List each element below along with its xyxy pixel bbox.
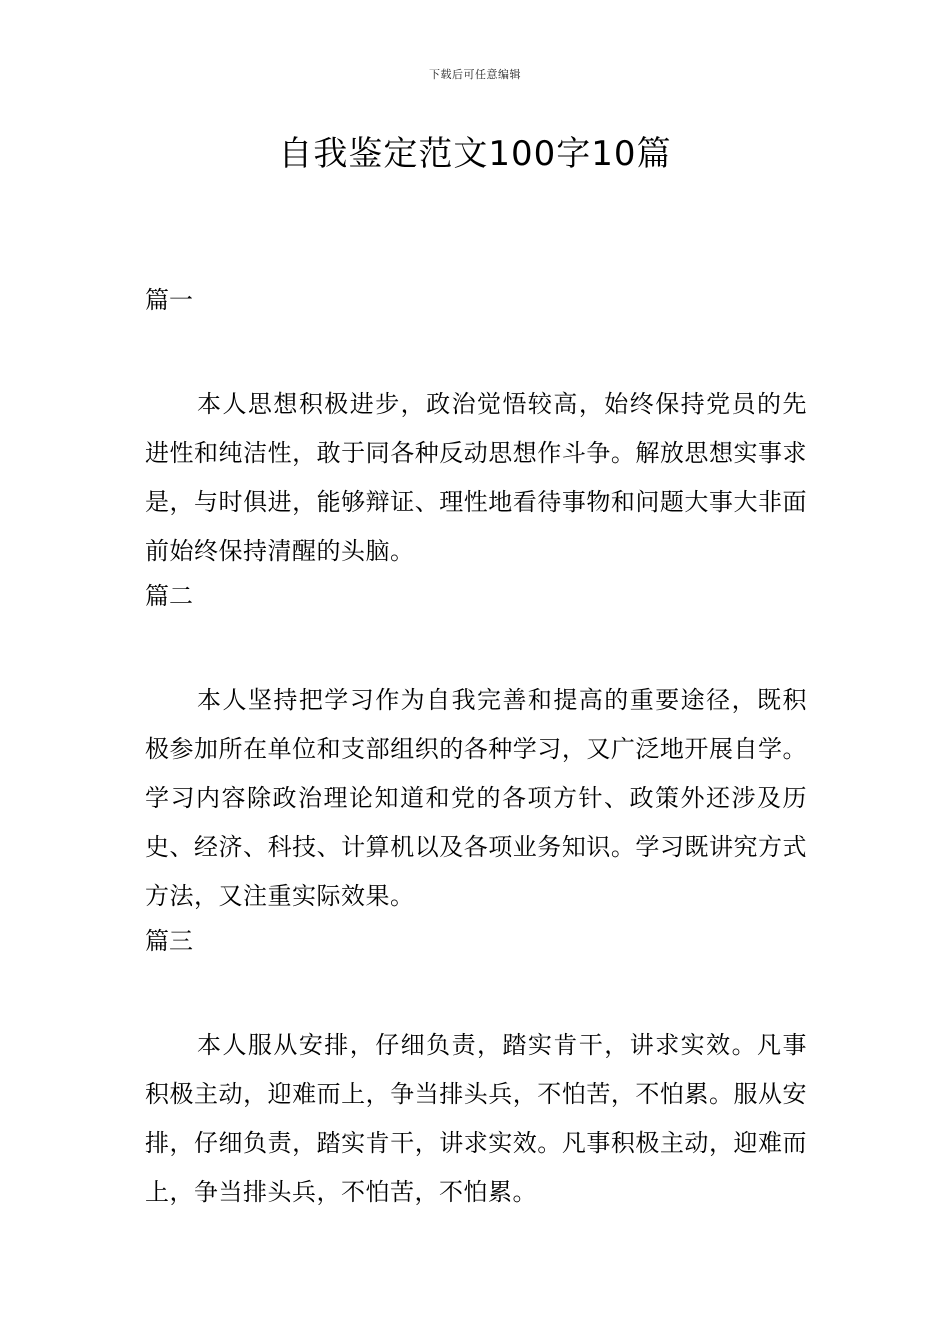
section-heading: 篇一	[145, 286, 193, 314]
section-3	[145, 921, 807, 1217]
section-1	[145, 280, 807, 576]
header-note: 下载后可任意编辑	[429, 68, 521, 81]
section-paragraph: 本人服从安排，仔细负责，踏实肯干，讲求实效。凡事积极主动，迎难而上，争当排头兵，不怕苦，不怕累。服从安排，仔细负责，踏实肯干，讲求实效。凡事积极主动，迎难而上，争当排头兵，不怕苦，不怕累。	[145, 1031, 807, 1206]
document-body	[145, 280, 807, 1217]
section-paragraph: 本人坚持把学习作为自我完善和提高的重要途径，既积极参加所在单位和支部组织的各种学习，又广泛地开展自学。学习内容除政治理论知道和党的各项方针、政策外还涉及历史、经济、科技、计算机以及各项业务知识。学习既讲究方式方法，又注重实际效果。	[145, 686, 807, 910]
section-paragraph: 本人思想积极进步，政治觉悟较高，始终保持党员的先进性和纯洁性，敢于同各种反动思想作斗争。解放思想实事求是，与时俱进，能够辩证、理性地看待事物和问题大事大非面前始终保持清醒的头脑。	[145, 390, 807, 565]
section-heading: 篇二	[145, 582, 193, 610]
document-title: 自我鉴定范文100字10篇	[278, 134, 672, 174]
section-heading: 篇三	[145, 927, 193, 955]
section-2	[145, 576, 807, 921]
